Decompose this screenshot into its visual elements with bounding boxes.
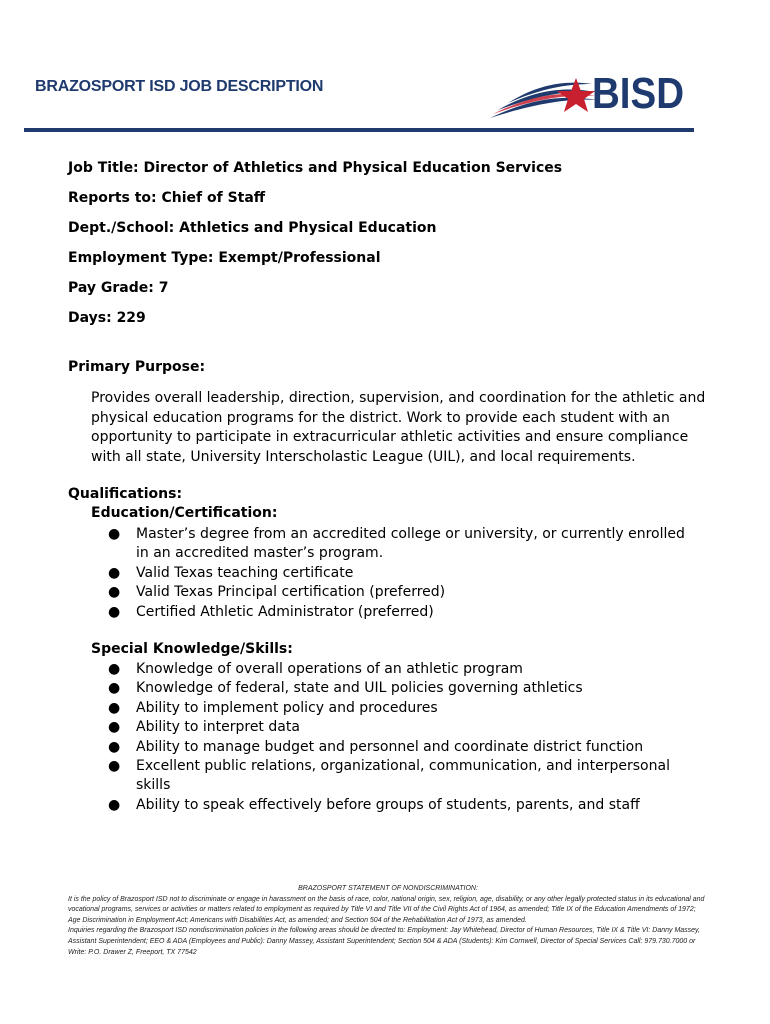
- list-item: ● Ability to interpret data: [108, 718, 698, 737]
- list-item: ● Ability to speak effectively before groups of students, parents, and staff: [108, 796, 698, 815]
- logo-text: BISD: [592, 69, 684, 118]
- footer-title: BRAZOSPORT STATEMENT OF NONDISCRIMINATION:: [298, 885, 478, 892]
- header-rule: [24, 128, 694, 132]
- bullet-icon: ●: [108, 758, 121, 775]
- bullet-icon: ●: [108, 796, 121, 813]
- bullet-icon: ●: [108, 603, 121, 620]
- employment-type: Employment Type: Exempt/Professional: [68, 250, 381, 266]
- list-item: ● Ability to implement policy and procedures: [108, 699, 698, 718]
- bullet-icon: ●: [108, 680, 121, 697]
- list-item: ● Master’s degree from an accredited college or university, or currently enrolled in an accredited master’s program.: [108, 526, 685, 562]
- bullet-icon: ●: [108, 719, 121, 736]
- primary-purpose-text: Provides overall leadership, direction, supervision, and coordination for the athletic and physical education programs for the district. Work to provide each student with an opportunity to participate in extracurricular athletic activities and ensure compliance with all state, University Interscholastic League (UIL), and local requirements.: [91, 390, 706, 465]
- bullet-icon: ●: [108, 699, 121, 716]
- primary-purpose-heading: Primary Purpose:: [68, 359, 206, 375]
- document-header-title: BRAZOSPORT ISD JOB DESCRIPTION: [35, 78, 324, 95]
- star-icon: [557, 78, 595, 112]
- dept-school: Dept./School: Athletics and Physical Education: [68, 220, 437, 236]
- qualifications-heading: Qualifications:: [68, 486, 183, 502]
- pay-grade: Pay Grade: 7: [68, 280, 169, 296]
- bullet-icon: ●: [108, 526, 121, 542]
- list-item: ● Certified Athletic Administrator (preferred): [108, 603, 698, 622]
- skills-heading: Special Knowledge/Skills:: [91, 641, 293, 657]
- days: Days: 229: [68, 310, 146, 326]
- footer-inquiries: Inquiries regarding the Brazosport ISD nondiscrimination policies in the following areas should be directed to: Employment: Jay Whitehead, Director of Human Resources, Title IX & Title VI: Danny Massey, Assistant Superintendent; EEO & ADA (Employees and Public): Danny Massey, Assistant Superintendent; Section 504 & ADA (Students): Kim Cornwell, Director of Special Services Call: 979.730.7000 or Write: P.O. Drawer Z, Freeport, TX 77542: [68, 927, 700, 956]
- list-item: ● Valid Texas teaching certificate: [108, 564, 698, 583]
- list-item: ● Valid Texas Principal certification (preferred): [108, 583, 698, 602]
- reports-to: Reports to: Chief of Staff: [68, 190, 266, 206]
- list-item: ● Ability to manage budget and personnel and coordinate district function: [108, 738, 698, 757]
- list-item: ● Knowledge of federal, state and UIL policies governing athletics: [108, 679, 698, 698]
- footer-text: It is the policy of Brazosport ISD not to discriminate or engage in harassment on the basis of race, color, national origin, sex, religion, age, disability, or any other legally protected status in its educational and vocational programs, services or activities or matters related to employment as required by Title VI and Title VII of the Civil Rights Act of 1964, as amended; Title IX of the Education Amendments of 1972; Age Discrimination in Employment Act; Americans with Disabilities Act, as amended; and Section 504 of the Rehabilitation Act of 1973, as amended.: [68, 895, 705, 924]
- bisd-logo: [488, 60, 688, 128]
- job-fields: [68, 158, 562, 338]
- bullet-icon: ●: [108, 584, 121, 601]
- list-item: ● Knowledge of overall operations of an athletic program: [108, 660, 698, 679]
- job-title: Job Title: Director of Athletics and Physical Education Services: [68, 160, 563, 176]
- education-list: [108, 525, 698, 622]
- bullet-icon: ●: [108, 661, 121, 677]
- nondiscrimination-statement: [68, 884, 708, 958]
- bullet-icon: ●: [108, 564, 121, 581]
- bullet-icon: ●: [108, 738, 121, 755]
- skills-list: [108, 660, 698, 815]
- list-item: ● Excellent public relations, organizational, communication, and interpersonal skills: [108, 758, 670, 794]
- education-heading: Education/Certification:: [91, 505, 278, 521]
